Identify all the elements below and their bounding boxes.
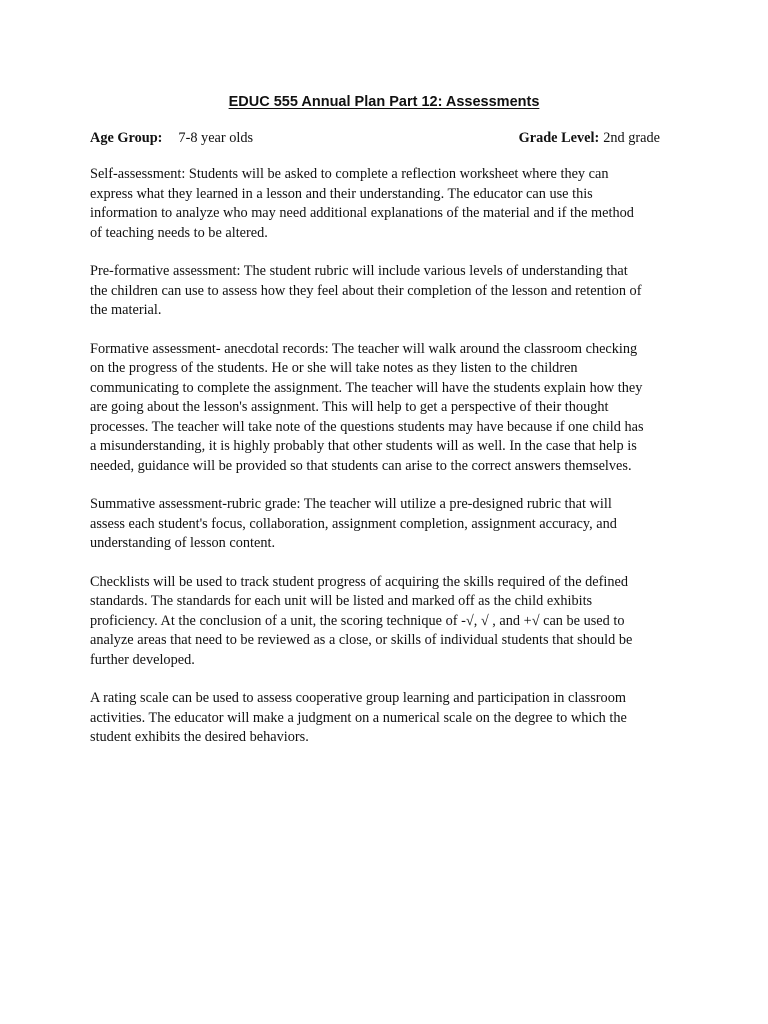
paragraph-summative-assessment: Summative assessment-rubric grade: The teacher will utilize a pre-designed rubric that will assess each student's focus, collaboration, assignment completion, assignment accuracy, and understanding of lesson content. bbox=[90, 496, 617, 551]
paragraph-formative-assessment: Formative assessment- anecdotal records: The teacher will walk around the classroom checking on the progress of the students. He or she will take notes as they listen to the children communicating to complete the assignment. The teacher will have the students explain how they are going about the lesson's assignment. This will help to get a perspective of their thought processes. The teacher will take note of the questions students may have because if one child has a misunderstanding, it is highly probably that other students will as well. In the case that help is needed, guidance will be provided so that students can arise to the correct answers themselves. bbox=[90, 340, 644, 474]
age-group bbox=[90, 128, 253, 148]
document-title: EDUC 555 Annual Plan Part 12: Assessments bbox=[228, 94, 540, 110]
age-group-value: 7-8 year olds bbox=[178, 130, 254, 146]
grade-level bbox=[519, 128, 660, 148]
paragraph-pre-formative-assessment: Pre-formative assessment: The student rubric will include various levels of understanding that the children can use to assess how they feel about their completion of the lesson and retention of the material. bbox=[90, 263, 642, 318]
paragraph-self-assessment: Self-assessment: Students will be asked to complete a reflection worksheet where they can express what they learned in a lesson and their understanding. The educator can use this information to analyze who may need additional explanations of the material and if the method of teaching needs to be altered. bbox=[90, 166, 634, 241]
paragraph-rating-scale: A rating scale can be used to assess cooperative group learning and participation in classroom activities. The educator will make a judgment on a numerical scale on the degree to which the student exhibits the desired behaviors. bbox=[90, 690, 627, 745]
paragraph-checklists: Checklists will be used to track student progress of acquiring the skills required of the defined standards. The standards for each unit will be listed and marked off as the child exhibits proficiency. At the conclusion of a unit, the scoring technique of -√, √ , and +√ can be used to analyze areas that need to be reviewed as a close, or skills of individual students that should be further developed. bbox=[90, 573, 633, 668]
meta-row bbox=[90, 128, 660, 148]
document-body bbox=[90, 165, 680, 767]
age-group-label: Age Group: bbox=[90, 130, 163, 146]
grade-level-value: 2nd grade bbox=[603, 130, 660, 146]
grade-level-label: Grade Level: bbox=[518, 130, 600, 146]
